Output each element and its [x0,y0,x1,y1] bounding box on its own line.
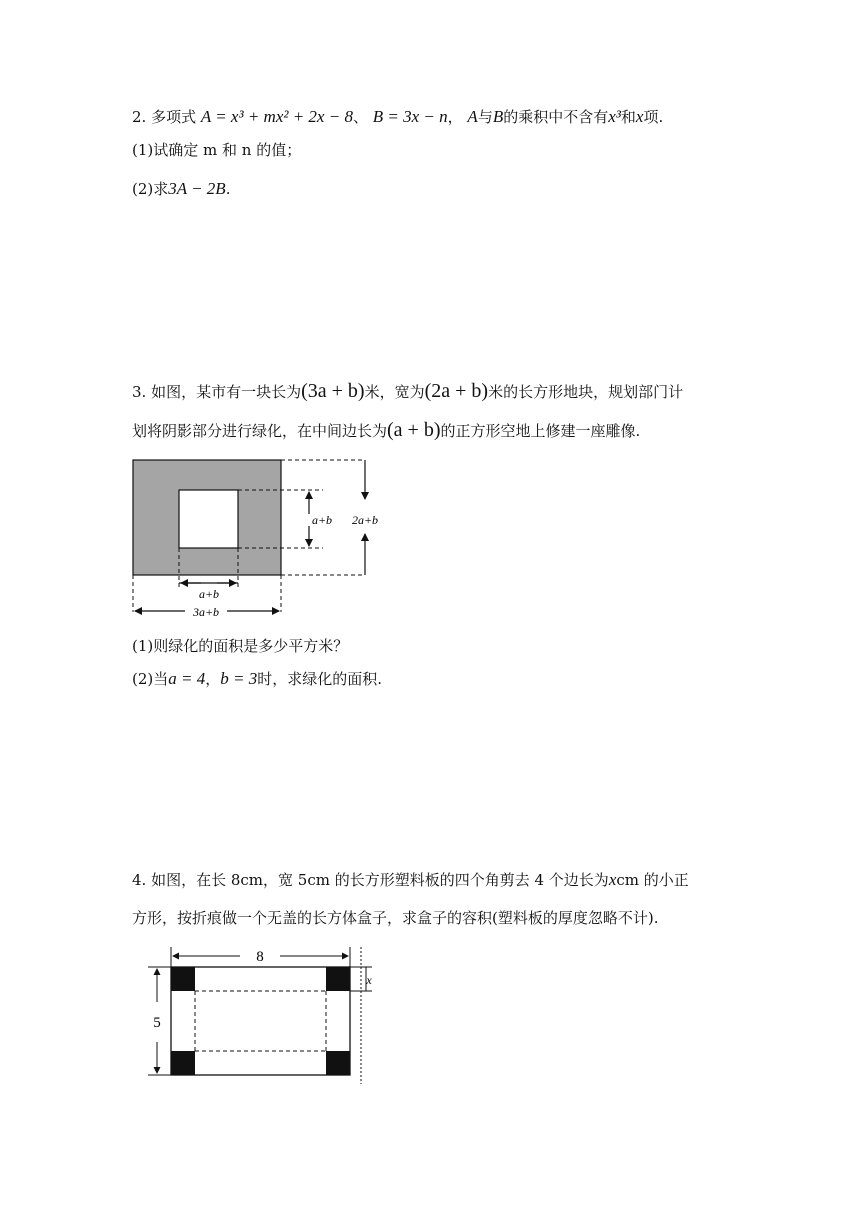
problem4-figure [140,942,380,1088]
plastic-board [171,967,350,1075]
problem3-line2: 划将阴影部分进行绿化，在中间边长为(a + b)的正方形空地上修建一座雕像. [132,419,641,441]
label-width: 5 [153,1015,161,1031]
corner-square [171,1051,195,1075]
label-corner: x [366,973,372,987]
problem4-line1: 4. 如图，在长 8cm，宽 5cm 的长方形塑料板的四个角剪去 4 个边长为xcm 的小正 [132,870,689,889]
problem3-line1: 3. 如图，某市有一块长为(3a + b)米，宽为(2a + b)米的长方形地块，规划部门计 [132,380,684,402]
problem2-question2: (2)求3A − 2B. [132,179,231,198]
corner-square [171,967,195,991]
label-inner-height: a+b [311,513,333,527]
label-outer-height: 2a+b [351,513,379,527]
formula-B: B = 3x − n [372,107,448,126]
formula-A: A = x³ + mx² + 2x − 8 [200,107,353,126]
label-inner-width: a+b [198,587,220,601]
corner-square [326,1051,350,1075]
problem3-question1: (1)则绿化的面积是多少平方米？ [132,637,349,655]
corner-square [326,967,350,991]
problem3-figure [125,452,395,624]
label-outer-width: 3a+b [192,605,220,619]
problem4-line2: 方形，按折痕做一个无盖的长方体盒子，求盒子的容积(塑料板的厚度忽略不计). [132,909,659,927]
problem3-question2: (2)当a = 4，b = 3时，求绿化的面积. [132,669,383,688]
problem2-question1: (1)试确定 m 和 n 的值； [132,141,302,159]
label-length: 8 [256,949,264,965]
problem2-line1: 2. 多项式 A = x³ + mx² + 2x − 8、 B = 3x − n， A与B的乘积中不含有x³和x项. [132,107,664,126]
statue-square [179,490,238,548]
